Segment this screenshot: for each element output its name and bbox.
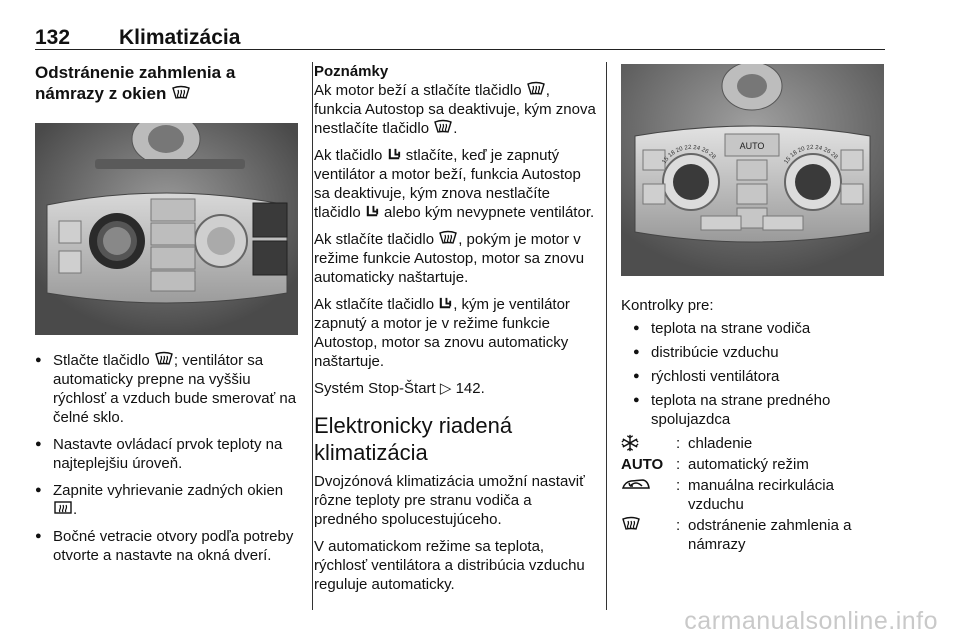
legend-row: AUTO : automatický režim [621, 456, 809, 473]
list-item: ● Stlačte tlačidlo ; ventilátor sa automaticky prepne na vyššiu rýchlosť a vzduch bude smerovať na čelné sklo. [35, 351, 300, 427]
header-divider [35, 49, 885, 50]
list-item: ● Bočné vetracie otvory podľa potreby otvorte a nastavte na okná dverí. [35, 527, 300, 565]
temperature-scale-left: 15 18 20 22 24 26 28 [661, 144, 717, 166]
legend-row: : chladenie [621, 434, 886, 453]
page-title: Klimatizácia [119, 26, 241, 49]
column-1 [35, 62, 300, 573]
windscreen-defrost-icon [438, 230, 458, 246]
list-item: ● teplota na strane vodiča [633, 319, 886, 338]
climate-panel-photo [621, 64, 884, 276]
cross-reference: Systém Stop-Štart ▷ 142. [314, 380, 485, 397]
reference-arrow-icon: ▷ [439, 380, 452, 397]
legend-row: : manuálna recirkulácia vzduchu [621, 476, 886, 514]
column-divider-1 [312, 62, 313, 610]
section-heading-climate: Elektronicky riadená klimatizácia [314, 413, 513, 465]
column-2 [314, 62, 598, 602]
fan-icon [438, 296, 453, 311]
note-paragraph: Ak tlačidlo stlačíte, keď je zapnutý ventilátor a motor beží, funkcia Autostop sa deaktivuje, kým znova nestlačíte tlačidlo alebo kým nevypnete ventilátor. [314, 147, 595, 221]
column-divider-2 [606, 62, 607, 610]
snowflake-icon [621, 434, 639, 452]
body-paragraph: Dvojzónová klimatizácia umožní nastaviť rôzne teploty pre stranu vodiča a predného spolucestujúceho. [314, 473, 585, 528]
temperature-scale-right: 15 18 20 22 24 26 28 [783, 144, 839, 166]
fan-icon [365, 204, 380, 219]
list-item: ● teplota na strane predného spolujazdca [633, 391, 886, 429]
note-paragraph: Ak motor beží a stlačíte tlačidlo , funkcia Autostop sa deaktivuje, kým znova nestlačíte tlačidlo . [314, 82, 596, 137]
note-paragraph: Ak stlačíte tlačidlo , pokým je motor v režime funkcie Autostop, motor sa znovu automaticky naštartuje. [314, 231, 585, 286]
list-item: ● Zapnite vyhrievanie zadných okien . [35, 481, 300, 519]
auto-symbol: AUTO [621, 456, 664, 473]
windscreen-defrost-icon [154, 351, 174, 367]
body-paragraph: V automatickom režime sa teplota, rýchlosť ventilátora a distribúcia vzduchu reguluje automaticky. [314, 538, 585, 593]
note-paragraph: Ak stlačíte tlačidlo , kým je ventilátor zapnutý a motor je v režime funkcie Autostop, motor sa znovu automaticky naštartuje. [314, 296, 570, 370]
legend-row: : odstránenie zahmlenia a námrazy [621, 516, 886, 554]
defrost-steps-list [35, 351, 300, 565]
rear-window-heating-icon [53, 500, 73, 516]
auto-button-label: AUTO [739, 141, 765, 151]
section-heading-defrost: Odstránenie zahmlenia a námrazy z okien [35, 63, 236, 103]
windscreen-defrost-icon [171, 85, 191, 101]
column-3 [621, 62, 886, 556]
watermark: carmanualsonline.info [684, 607, 938, 635]
windscreen-defrost-icon [433, 119, 453, 135]
defrost-panel-photo [35, 123, 298, 335]
note-title: Poznámky [314, 63, 389, 80]
windscreen-defrost-icon [621, 516, 641, 532]
indicators-list [621, 319, 886, 429]
list-item: ● rýchlosti ventilátora [633, 367, 886, 386]
list-item: ● Nastavte ovládací prvok teploty na najteplejšiu úroveň. [35, 435, 300, 473]
page-number: 132 [35, 26, 71, 49]
indicators-label: Kontrolky pre: [621, 297, 714, 314]
page-header [35, 26, 885, 50]
fan-icon [387, 147, 402, 162]
recirculation-icon [621, 476, 651, 492]
list-item: ● distribúcie vzduchu [633, 343, 886, 362]
symbol-legend [621, 434, 886, 554]
windscreen-defrost-icon [526, 81, 546, 97]
